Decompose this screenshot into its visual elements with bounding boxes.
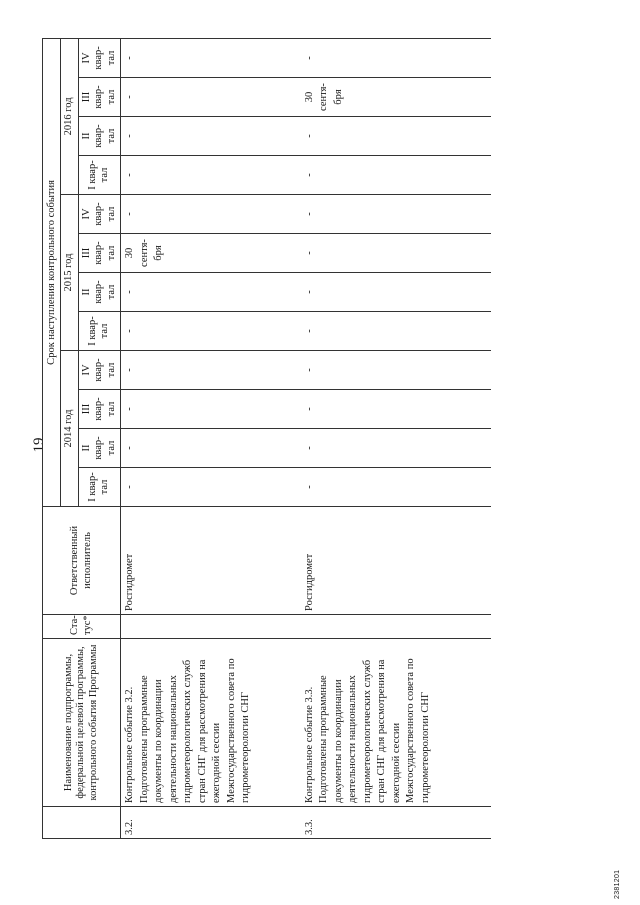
quarter-cell: -: [301, 234, 491, 273]
table-row: [301, 38, 491, 838]
quarter-cell: -: [301, 273, 491, 312]
quarter-cell: -: [121, 156, 301, 195]
header-quarter: IV квар-тал: [78, 195, 121, 234]
quarter-cell: -: [301, 195, 491, 234]
page-number: 19: [31, 437, 47, 453]
event-status: [121, 615, 301, 639]
quarter-cell: -: [301, 390, 491, 429]
responsible-executor: Росгидромет: [121, 507, 301, 615]
header-name: Наименование подпрограммы, федеральной целевой программы, контрольного события Программы: [43, 639, 121, 807]
table-row: [121, 38, 301, 838]
header-quarter: I квар-тал: [78, 468, 121, 507]
quarter-cell: -: [121, 390, 301, 429]
header-quarter: I квар-тал: [78, 156, 121, 195]
quarter-cell: -: [301, 38, 491, 77]
quarter-cell: -: [301, 351, 491, 390]
header-year-2014: 2014 год: [61, 351, 79, 507]
document-code: 2381201: [614, 869, 621, 899]
row-number: 3.3.: [301, 807, 491, 839]
header-responsible: Ответственный исполнитель: [43, 507, 121, 615]
responsible-executor: Росгидромет: [301, 507, 491, 615]
quarter-cell: -: [121, 312, 301, 351]
header-num-blank: [43, 807, 121, 839]
event-name: Контрольное событие 3.2. Подготовлены программные документы по координации деятельности национальных гидрометеорологических служб стран СНГ для рассмотрения на ежегодной сессии Межгосударственного совета по гидрометеорологии СНГ: [121, 639, 301, 807]
quarter-cell: -: [301, 468, 491, 507]
quarter-cell: -: [121, 273, 301, 312]
quarter-cell: 30 сентя-бря: [301, 78, 491, 117]
header-year-2015: 2015 год: [61, 195, 79, 351]
quarter-cell: -: [301, 117, 491, 156]
control-events-table: [42, 38, 491, 839]
quarter-cell: -: [121, 38, 301, 77]
table-body: [121, 38, 491, 838]
header-quarter: III квар-тал: [78, 390, 121, 429]
header-quarter: IV квар-тал: [78, 38, 121, 77]
event-name: Контрольное событие 3.3. Подготовлены программные документы по координации деятельности национальных гидрометеорологических служб стран СНГ для рассмотрения на ежегодной сессии Межгосударственного совета по гидрометеорологии СНГ: [301, 639, 491, 807]
quarter-cell: -: [301, 156, 491, 195]
quarter-cell: -: [121, 429, 301, 468]
header-period: Срок наступления контрольного события: [43, 38, 61, 506]
header-quarter: II квар-тал: [78, 117, 121, 156]
quarter-cell: -: [121, 351, 301, 390]
header-quarter: I квар-тал: [78, 312, 121, 351]
quarter-cell: -: [121, 78, 301, 117]
header-quarter: III квар-тал: [78, 234, 121, 273]
quarter-cell: -: [301, 312, 491, 351]
quarter-cell: -: [121, 117, 301, 156]
header-year-2016: 2016 год: [61, 38, 79, 194]
row-number: 3.2.: [121, 807, 301, 839]
quarter-cell: 30 сентя-бря: [121, 234, 301, 273]
quarter-cell: -: [121, 468, 301, 507]
event-status: [301, 615, 491, 639]
quarter-cell: -: [121, 195, 301, 234]
quarter-cell: -: [301, 429, 491, 468]
header-quarter: IV квар-тал: [78, 351, 121, 390]
table-header: [43, 38, 121, 838]
header-quarter: II квар-тал: [78, 429, 121, 468]
header-quarter: II квар-тал: [78, 273, 121, 312]
header-status: Ста-тус*: [43, 615, 121, 639]
header-quarter: III квар-тал: [78, 78, 121, 117]
